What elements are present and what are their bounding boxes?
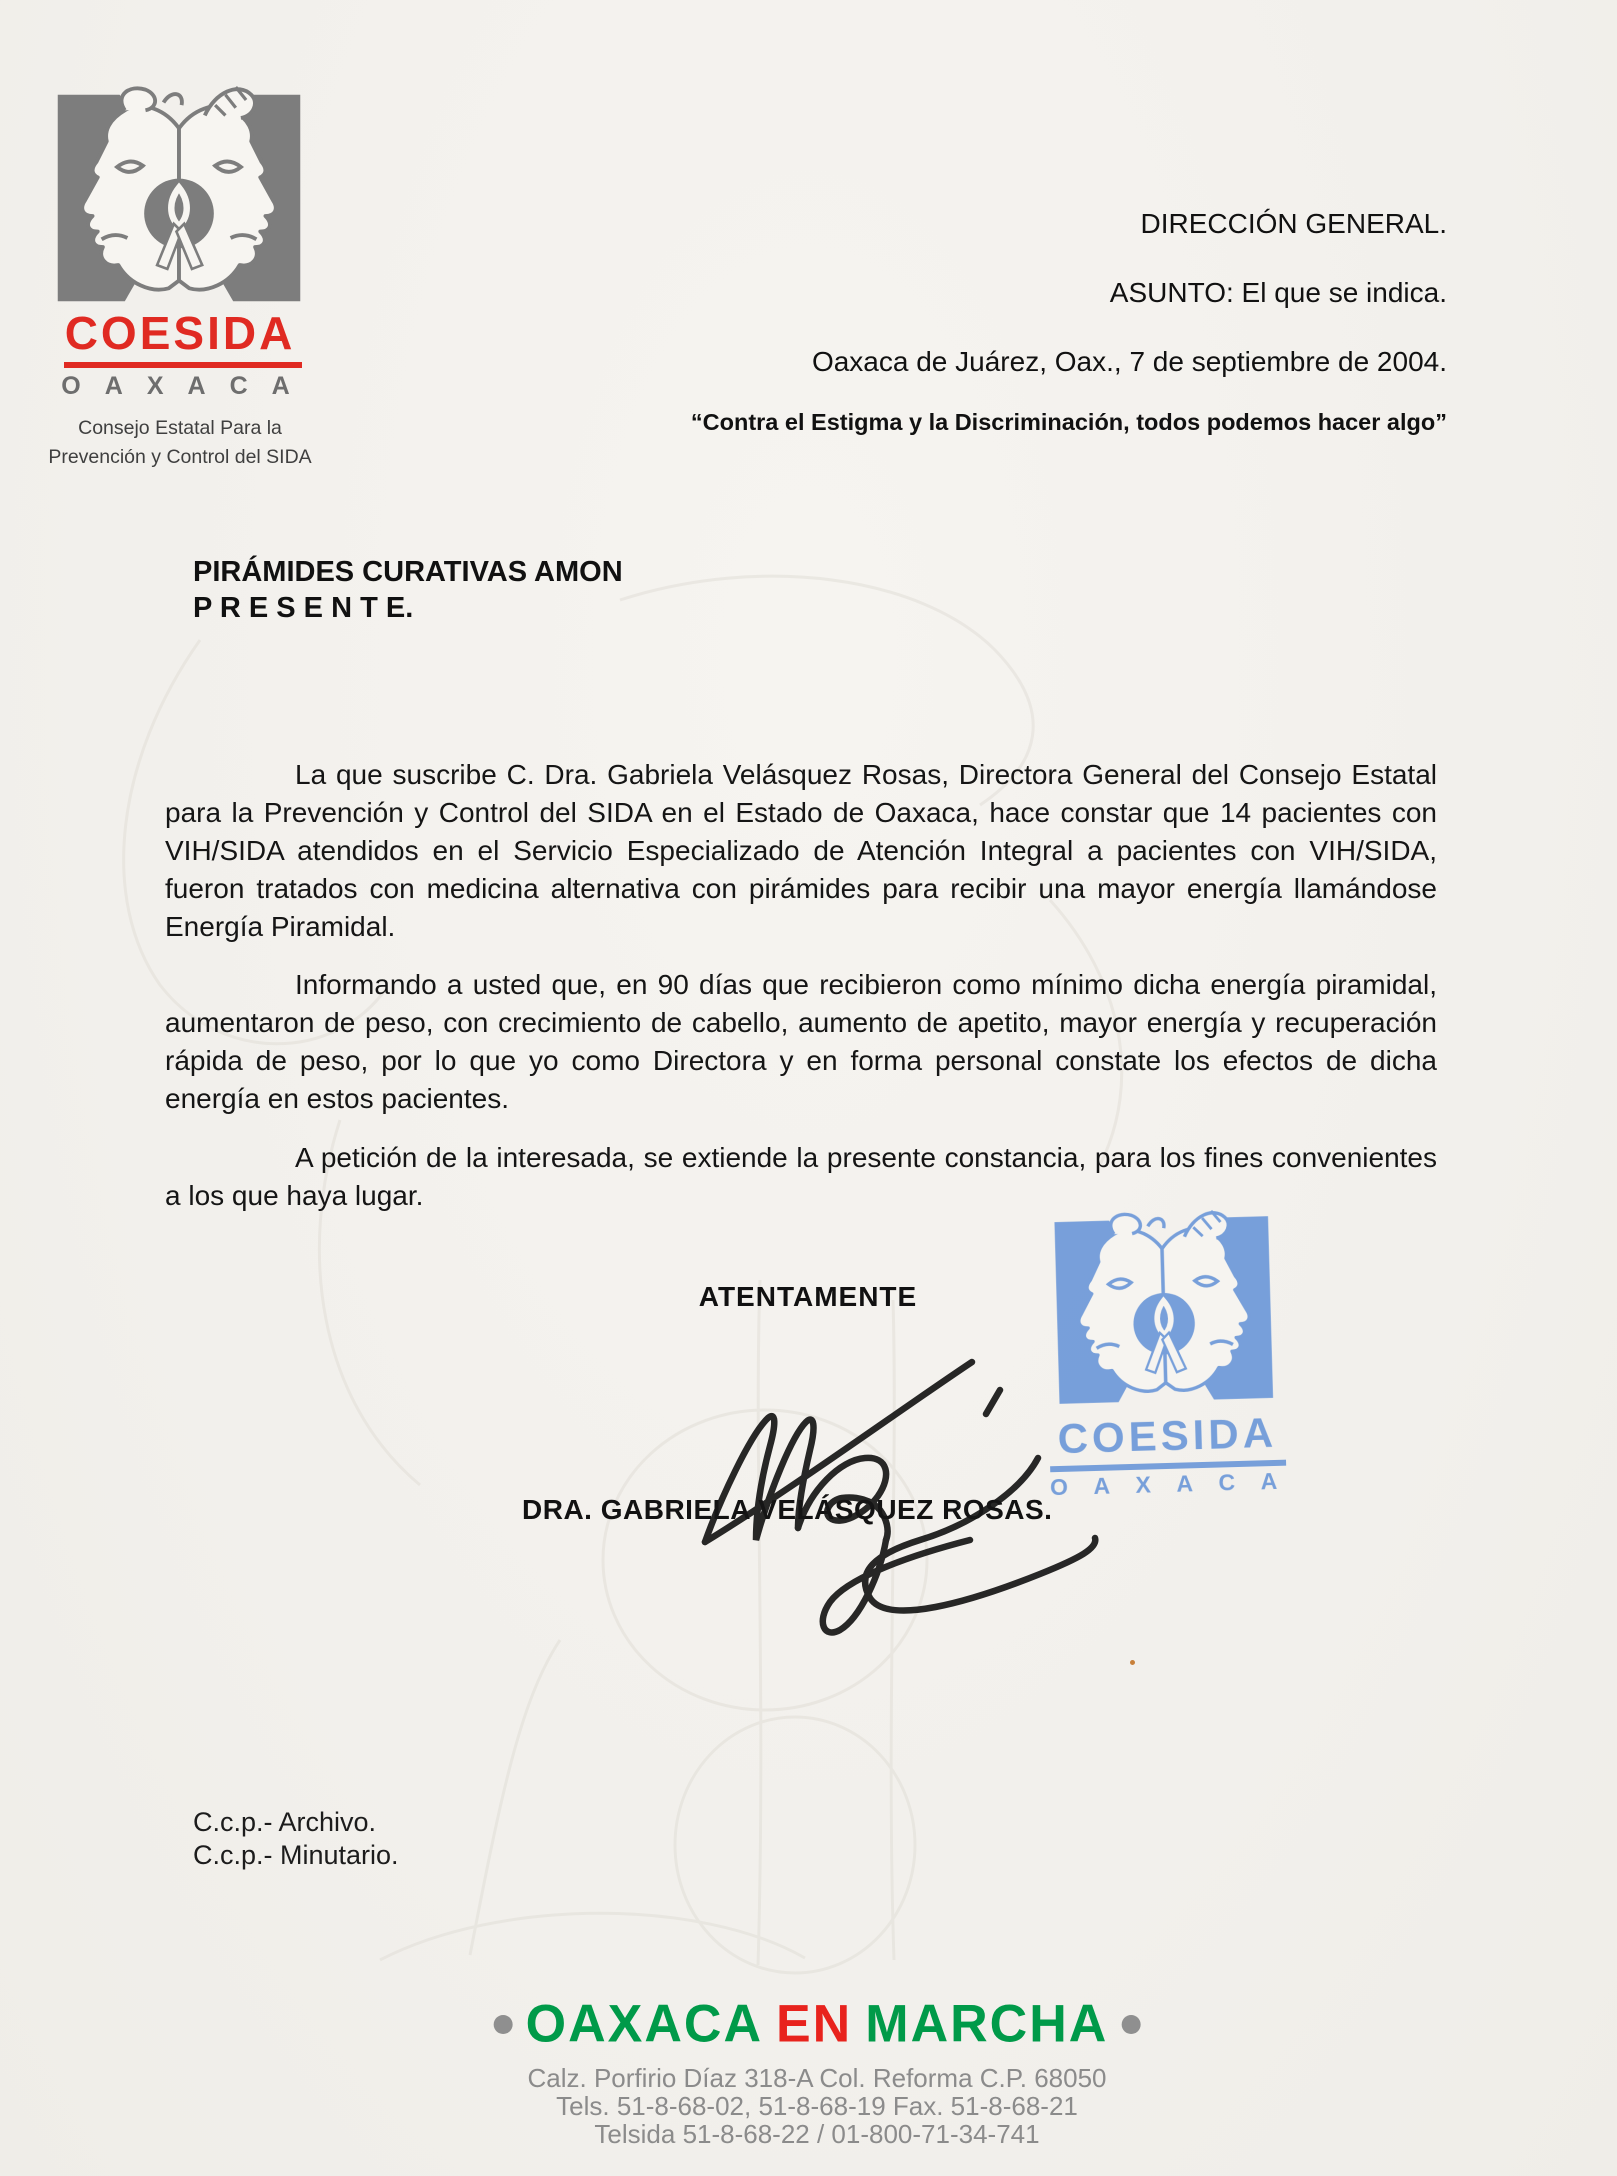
slogan-line: “Contra el Estigma y la Discriminación, todos podemos hacer algo” — [690, 409, 1447, 435]
footer-phones: Tels. 51-8-68-02, 51-8-68-19 Fax. 51-8-68-21 — [556, 2091, 1078, 2121]
coesida-logo — [50, 84, 308, 312]
logo-right-dot-icon — [1121, 2015, 1140, 2034]
footer-telsida: Telsida 51-8-68-22 / 01-800-71-34-741 — [594, 2119, 1040, 2149]
logo-word-en: EN — [776, 1994, 853, 2054]
oaxaca-en-marcha-logo — [494, 1994, 1141, 2054]
signer-name: DRA. GABRIELA VELÁSQUEZ ROSAS. — [522, 1494, 1053, 1525]
cc-line-archivo: C.c.p.- Archivo. — [193, 1807, 377, 1837]
cc-line-minutario: C.c.p.- Minutario. — [193, 1840, 399, 1870]
logo-left-dot-icon — [494, 2015, 513, 2034]
letterhead-org-name — [20, 414, 340, 472]
body-paragraph-3: A petición de la interesada, se extiende la presente constancia, para los fines convenientes a los que haya lugar. — [165, 1142, 1437, 1211]
letterhead-acronym: COESIDA — [64, 307, 296, 359]
org-name-line1: Consejo Estatal Para la — [78, 417, 282, 439]
stamp-acronym: COESIDA — [1056, 1408, 1278, 1463]
recipient-block — [193, 554, 623, 626]
logo-word-marcha: MARCHA — [865, 1994, 1109, 2054]
stamp-state: O A X A C A — [1049, 1467, 1288, 1501]
recipient-name: PIRÁMIDES CURATIVAS AMON — [193, 556, 623, 588]
closing-salutation: ATENTAMENTE — [698, 1281, 918, 1312]
letterhead-state: O A X A C A — [61, 372, 299, 400]
recipient-salute: P R E S E N T E. — [193, 592, 414, 624]
office-line: DIRECCIÓN GENERAL. — [1140, 208, 1447, 239]
body-paragraph-1: La que suscribe C. Dra. Gabriela Velásquez Rosas, Directora General del Consejo Estatal para la Prevención y Control del SIDA en el Estado de Oaxaca, hace constar que 14 pacientes con VIH/SIDA atendidos en el Servicio Especializado de Atención Integral a pacientes con VIH/SIDA, fueron tratados con medicina alternativa con pirámides para recibir una mayor energía llamándose Energía Piramidal. — [165, 759, 1437, 942]
dateline: Oaxaca de Juárez, Oax., 7 de septiembre de 2004. — [811, 346, 1447, 377]
letterhead-red-rule — [64, 362, 302, 368]
subject-line: ASUNTO: El que se indica. — [1109, 277, 1447, 308]
body-paragraph-2: Informando a usted que, en 90 días que recibieron como mínimo dicha energía piramidal, aumentaron de peso, con crecimiento de cabello, aumento de apetito, mayor energía y recuperación rápida de peso, por lo que yo como Directora y en forma personal constate los efectos de dicha energía en estos pacientes. — [165, 969, 1437, 1114]
org-name-line2: Prevención y Control del SIDA — [48, 446, 312, 468]
logo-word-oaxaca: OAXACA — [525, 1994, 763, 2054]
footer-address: Calz. Porfirio Díaz 318-A Col. Reforma C.P. 68050 — [527, 2063, 1107, 2093]
cc-block — [193, 1806, 399, 1872]
handwritten-signature — [640, 1350, 1140, 1690]
